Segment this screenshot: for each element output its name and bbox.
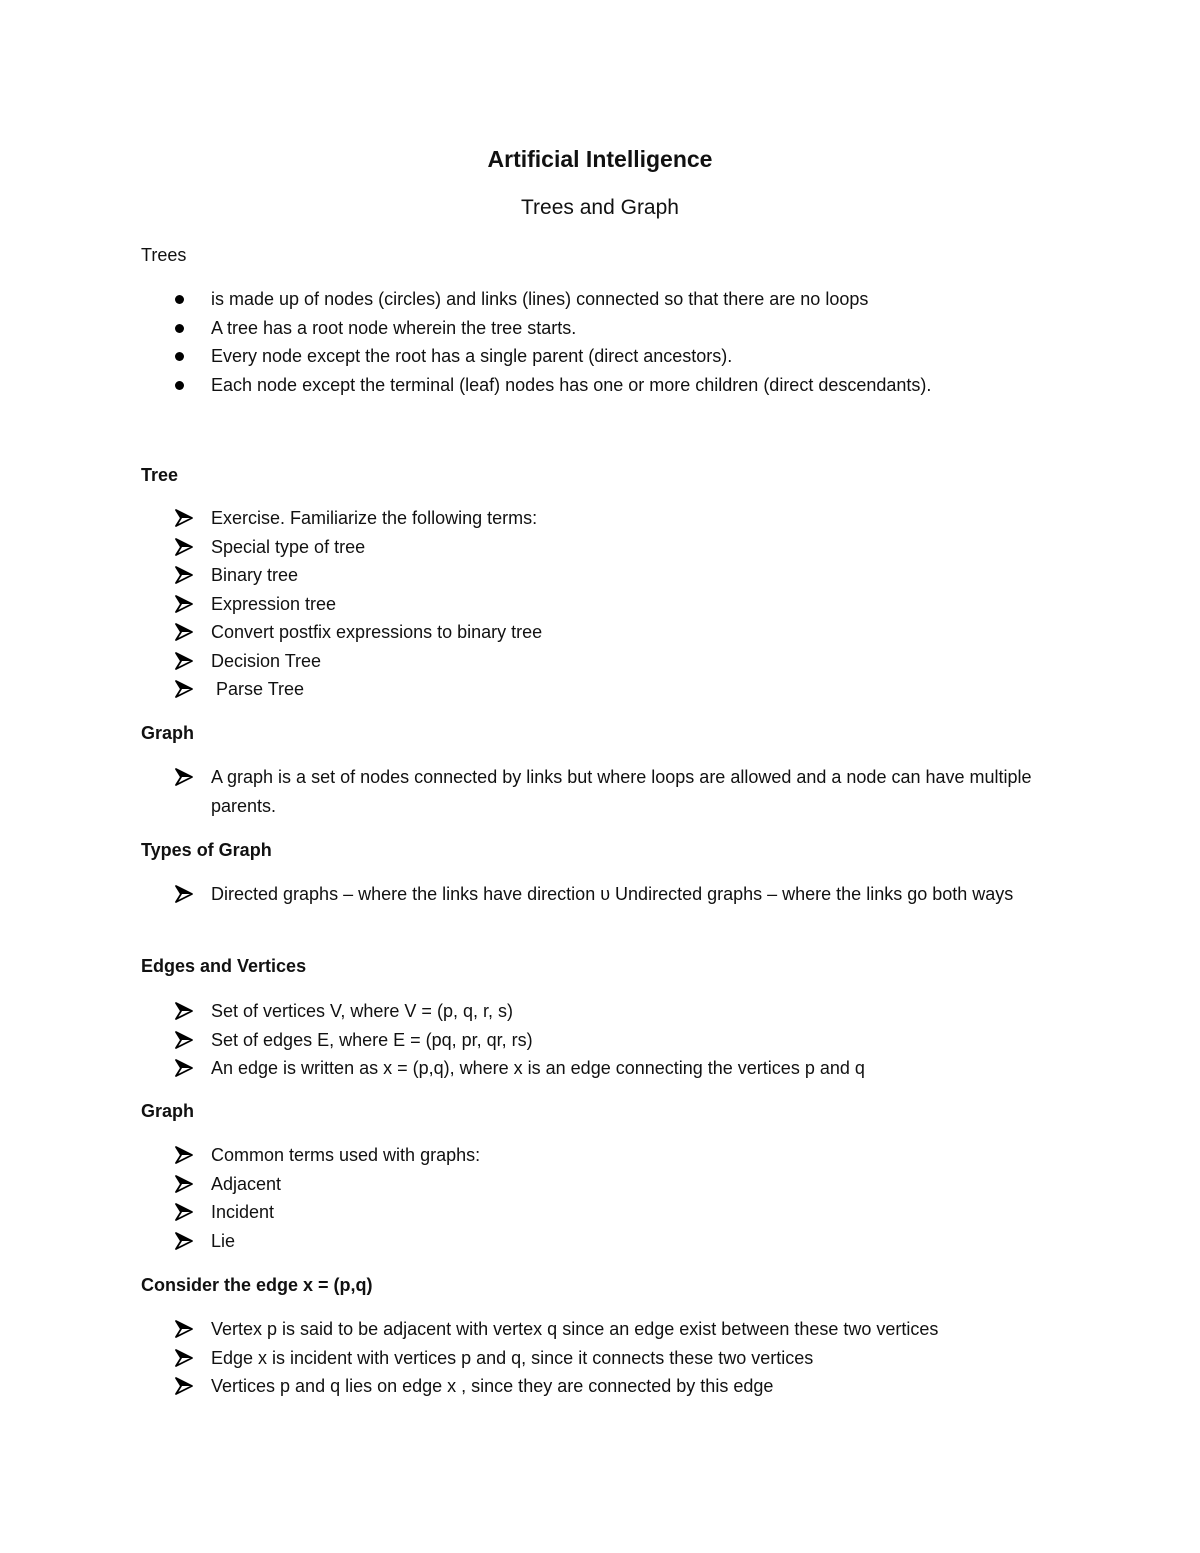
list-item: Decision Tree [141, 647, 1061, 676]
arrow-bullet-icon [174, 623, 194, 641]
section-heading-tree: Tree [141, 465, 179, 485]
arrow-bullet-icon [174, 680, 194, 698]
arrow-bullet-icon [174, 1349, 194, 1367]
list-item: Exercise. Familiarize the following terms: [141, 504, 1061, 533]
arrow-bullet-icon [174, 1031, 194, 1049]
list-item: Every node except the root has a single parent (direct ancestors). [141, 342, 1061, 371]
list-item: An edge is written as x = (p,q), where x is an edge connecting the vertices p and q [141, 1054, 1061, 1083]
arrow-bullet-icon [174, 595, 194, 613]
section-heading-edges-and-vertices: Edges and Vertices [141, 956, 307, 976]
arrow-bullet-icon [174, 1059, 194, 1077]
arrow-bullet-icon [174, 885, 194, 903]
graph-terms-list [141, 1141, 1061, 1255]
list-item: Adjacent [141, 1170, 1061, 1199]
list-item: Each node except the terminal (leaf) nodes has one or more children (direct descendants). [141, 371, 1061, 400]
bullet-dot-icon [175, 295, 184, 304]
document-title: Artificial Intelligence [487, 146, 713, 172]
arrow-bullet-icon [174, 1002, 194, 1020]
list-item: Edge x is incident with vertices p and q, since it connects these two vertices [141, 1344, 1061, 1373]
tree-list [141, 504, 1061, 704]
arrow-bullet-icon [174, 652, 194, 670]
list-item: Set of vertices V, where V = (p, q, r, s) [141, 997, 1061, 1026]
list-item: A tree has a root node wherein the tree starts. [141, 314, 1061, 343]
arrow-bullet-icon [174, 1320, 194, 1338]
list-item: Parse Tree [141, 675, 1061, 704]
list-item: Binary tree [141, 561, 1061, 590]
arrow-bullet-icon [174, 1232, 194, 1250]
arrow-bullet-icon [174, 768, 194, 786]
types-of-graph-list [141, 880, 1056, 909]
section-heading-types-of-graph: Types of Graph [141, 840, 272, 860]
list-item: Common terms used with graphs: [141, 1141, 1061, 1170]
arrow-bullet-icon [174, 566, 194, 584]
bullet-dot-icon [175, 381, 184, 390]
arrow-bullet-icon [174, 1146, 194, 1164]
list-item: Vertex p is said to be adjacent with vertex q since an edge exist between these two vertices [141, 1315, 1061, 1344]
list-item: Incident [141, 1198, 1061, 1227]
arrow-bullet-icon [174, 1203, 194, 1221]
list-item: Expression tree [141, 590, 1061, 619]
trees-list [141, 285, 1061, 399]
list-item: is made up of nodes (circles) and links (lines) connected so that there are no loops [141, 285, 1061, 314]
list-item: A graph is a set of nodes connected by links but where loops are allowed and a node can have multiple parents. [141, 763, 1041, 820]
bullet-dot-icon [175, 324, 184, 333]
arrow-bullet-icon [174, 509, 194, 527]
arrow-bullet-icon [174, 1377, 194, 1395]
consider-edge-list [141, 1315, 1061, 1401]
section-heading-trees: Trees [141, 245, 187, 265]
section-heading-consider-edge: Consider the edge x = (p,q) [141, 1275, 373, 1295]
section-heading-graph: Graph [141, 723, 195, 743]
section-heading-graph-terms: Graph [141, 1101, 195, 1121]
graph-list [141, 763, 1041, 820]
arrow-bullet-icon [174, 1175, 194, 1193]
edges-and-vertices-list [141, 997, 1061, 1083]
list-item: Lie [141, 1227, 1061, 1256]
bullet-dot-icon [175, 352, 184, 361]
list-item: Vertices p and q lies on edge x , since they are connected by this edge [141, 1372, 1061, 1401]
arrow-bullet-icon [174, 538, 194, 556]
list-item: Set of edges E, where E = (pq, pr, qr, rs) [141, 1026, 1061, 1055]
document-subtitle: Trees and Graph [521, 196, 679, 219]
list-item: Directed graphs – where the links have direction υ Undirected graphs – where the links go both ways [141, 880, 1056, 909]
list-item: Special type of tree [141, 533, 1061, 562]
list-item: Convert postfix expressions to binary tree [141, 618, 1061, 647]
